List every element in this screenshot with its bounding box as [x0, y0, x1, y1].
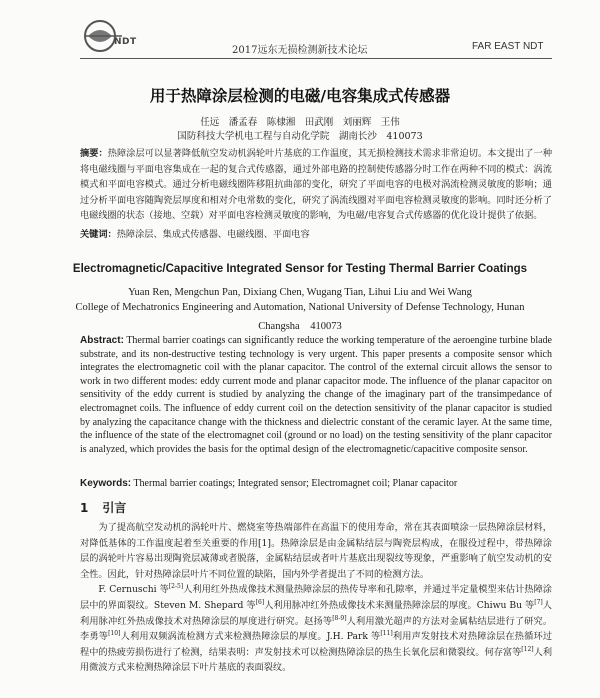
organization-name: FAR EAST NDT	[472, 41, 544, 52]
section-title: 引言	[102, 501, 127, 515]
english-keywords-text: Thermal barrier coatings; Integrated sensor; Electromagnet coil; Planar capacitor	[133, 478, 458, 489]
citation: [7]	[534, 598, 543, 606]
intro-text: 人利用激光超声的方法对金属粘结层进行了研究。李勇等	[80, 615, 553, 643]
citation: [11]	[380, 630, 393, 638]
english-abstract-label: Abstract:	[80, 335, 124, 346]
english-abstract-text: Thermal barrier coatings can significantly reduce the working temperature of the aeroengine turbine blade substrate, and its non-destructive testing technology is very urgent. This paper presents a composite sensor which integrates the electromagnetic coil with the planar capacitor. The control of the external circuit allows the sensor to work in two different modes: eddy current mode and planar capacitor mode. The influence of the planar capacitor on sensitivity of the eddy current is studied by analyzing the change of the imaginary part of the transimpedance of electromagnet coils. The influence of eddy current coil on the detection sensitivity of the planar capacitor is studied by analyzing the capacitance change with the thickness and dielectric constant of the ceramic layer. At the same time, the influence of the state of the electromagnet coil (ground or no load) on the testing sensitivity of the planr capacitor is analyzed, which provides the basis for the optimal design of the electromagnetic/capacitive composite sensor.	[80, 335, 553, 455]
english-affiliation: College of Mechatronics Engineering and Automation, National University of Defense Technology, Hunan	[75, 302, 525, 313]
chinese-keywords-text: 热障涂层、集成式传感器、电磁线圈、平面电容	[116, 229, 310, 240]
chinese-authors: 任远 潘孟春 陈棣湘 田武刚 刘丽辉 王伟	[200, 117, 400, 128]
english-city: Changsha 410073	[258, 321, 342, 332]
english-keywords	[80, 478, 552, 489]
page-header	[0, 0, 600, 62]
ndt-logo-icon	[82, 18, 126, 54]
header-divider	[80, 58, 552, 59]
intro-paragraph-2	[80, 582, 552, 676]
chinese-affiliation: 国防科技大学机电工程与自动化学院 湖南长沙 410073	[177, 131, 423, 142]
introduction-body	[80, 520, 552, 676]
section-number: 1	[80, 501, 89, 515]
intro-text: 人利用红外热成像技术测量热障涂层的热传导率和孔隙率，并通过半定量模型来估计热障涂层中的界面裂纹。Steven M. Shepard 等	[80, 584, 552, 611]
chinese-abstract-text: 热障涂层可以显著降低航空发动机涡轮叶片基底的工作温度，其无损检测技术需求非常迫切。本文提出了一种将电磁线圈与平面电容集成在一起的复合式传感器，通过外部电路的控制使传感器分时工作在两种不同的模式：涡流模式和平面电容模式。通过分析电磁线圈阵移阻抗曲部的变化，研究了平面电容的电极对涡流检测灵敏度的影响；通过分析平面电容随陶瓷层厚度和相对介电常数的变化，研究了涡流线圈对平面电容检测灵敏度的影响。同时还分析了电磁线圈的状态（接地、空载）对平面电容检测灵敏度的影响，为电磁/电容复合式传感器的优化设计提供了依据。	[80, 148, 553, 221]
chinese-abstract-label: 摘要：	[80, 148, 108, 159]
english-title: Electromagnetic/Capacitive Integrated Sensor for Testing Thermal Barrier Coatings	[72, 263, 528, 275]
logo-text: NDT	[114, 37, 137, 47]
section-heading	[80, 499, 126, 516]
chinese-title: 用于热障涂层检测的电磁/电容集成式传感器	[149, 87, 451, 105]
intro-paragraph-1: 为了提高航空发动机的涡轮叶片、燃烧室等热端部件在高温下的使用寿命，常在其表面喷涂一层热障涂层材料，对降低基体的工作温度起着至关重要的作用[1]。热障涂层是由金属粘结层与陶瓷层构成，在服役过程中，带热障涂层的涡轮叶片容易出现陶瓷层减薄或者脱落，金属粘结层或者叶片基底出现裂纹等现象，严重影响了航空发动机的安全性。因此，针对热障涂层叶片不同位置的缺陷，国内外学者提出了不同的检测方法。	[80, 522, 552, 580]
chinese-keywords-label: 关键词：	[80, 229, 117, 240]
chinese-keywords	[80, 226, 552, 240]
citation: [12]	[521, 645, 534, 653]
english-abstract	[80, 334, 552, 456]
intro-text: 人利用双频涡流检测方式来检测热障涂层的厚度。J.H. Park 等	[120, 631, 381, 643]
english-authors: Yuan Ren, Mengchun Pan, Dixiang Chen, Wugang Tian, Lihui Liu and Wei Wang	[128, 287, 472, 298]
citation: [2-5]	[168, 583, 184, 591]
intro-text: 人利用脉冲红外热成像技术对热障涂层的厚度进行研究。赵扬等	[80, 599, 552, 627]
english-keywords-label: Keywords:	[80, 478, 132, 489]
intro-text: 利用声发射技术对热障涂层在热循环过程中的热疲劳损伤进行了检测，结果表明：声发射技术可以检测热障涂层的热生长氧化层和微裂纹。何存富等	[80, 631, 553, 658]
intro-text: F. Cernuschi 等	[98, 584, 169, 596]
chinese-abstract	[80, 146, 552, 224]
citation: [8-9]	[332, 614, 347, 622]
conference-name: 2017远东无损检测新技术论坛	[232, 45, 368, 56]
intro-text: 人利用脉冲红外热成像技术来测量热障涂层的厚度。Chiwu Bu 等	[264, 599, 535, 611]
intro-text: 人利用微波方式来检测热障涂层下叶片基底的表面裂纹。	[80, 646, 553, 674]
citation: [6]	[255, 598, 265, 606]
citation: [10]	[108, 630, 121, 638]
